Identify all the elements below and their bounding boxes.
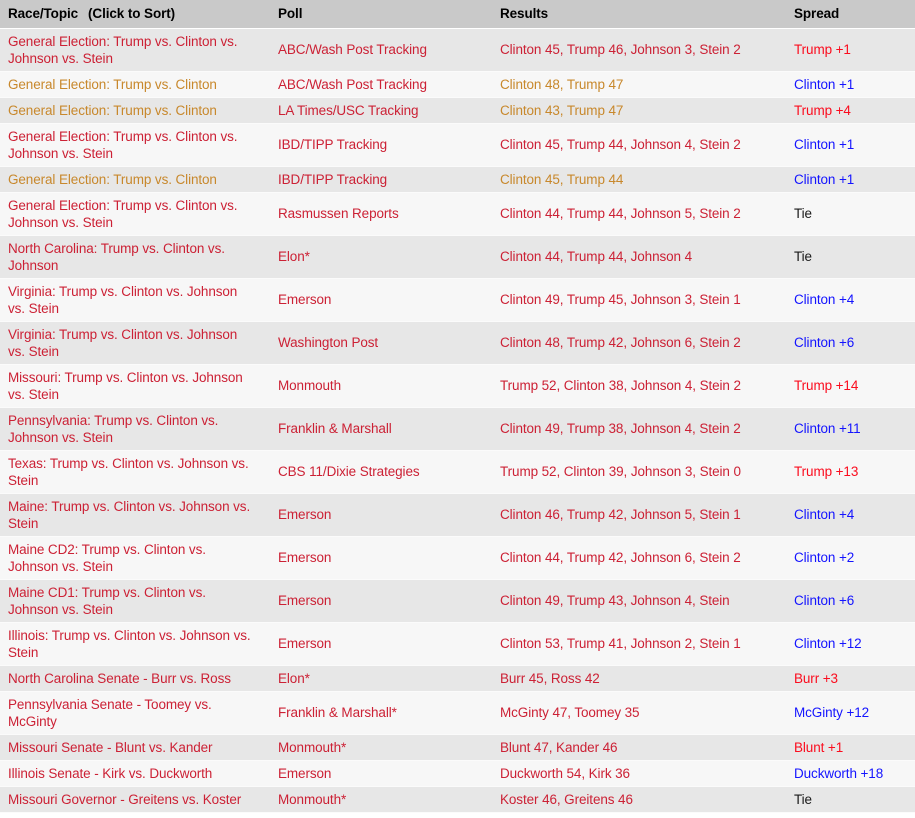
poll-row — [0, 321, 915, 364]
race-link[interactable]: Maine CD1: Trump vs. Clinton vs. Johnson vs. Stein — [8, 584, 206, 617]
poll-link[interactable]: Emerson — [278, 292, 332, 307]
poll-cell — [270, 450, 492, 493]
poll-row — [0, 235, 915, 278]
poll-row — [0, 97, 915, 123]
spread-cell: Tie — [786, 786, 915, 812]
poll-row — [0, 407, 915, 450]
poll-row — [0, 691, 915, 734]
race-cell — [0, 579, 270, 622]
poll-row — [0, 536, 915, 579]
poll-row — [0, 71, 915, 97]
race-cell — [0, 450, 270, 493]
spread-cell: Trump +14 — [786, 364, 915, 407]
poll-link[interactable]: ABC/Wash Post Tracking — [278, 76, 427, 92]
poll-link[interactable]: LA Times/USC Tracking — [278, 102, 419, 118]
poll-row — [0, 166, 915, 192]
spread-cell: Burr +3 — [786, 665, 915, 691]
column-header-results[interactable]: Results — [492, 0, 786, 28]
poll-cell — [270, 760, 492, 786]
poll-link[interactable]: CBS 11/Dixie Strategies — [278, 464, 420, 479]
poll-link[interactable]: Franklin & Marshall — [278, 421, 392, 436]
race-cell — [0, 536, 270, 579]
column-header-spread[interactable]: Spread — [786, 0, 915, 28]
results-cell: Trump 52, Clinton 39, Johnson 3, Stein 0 — [492, 450, 786, 493]
results-cell: Clinton 45, Trump 46, Johnson 3, Stein 2 — [492, 28, 786, 71]
race-link[interactable]: Maine CD2: Trump vs. Clinton vs. Johnson vs. Stein — [8, 541, 206, 574]
poll-row — [0, 278, 915, 321]
poll-link[interactable]: Monmouth — [278, 378, 341, 393]
poll-link[interactable]: Emerson — [278, 550, 332, 565]
results-cell: Clinton 48, Trump 42, Johnson 6, Stein 2 — [492, 321, 786, 364]
poll-cell — [270, 97, 492, 123]
race-link[interactable]: Pennsylvania: Trump vs. Clinton vs. Johnson vs. Stein — [8, 412, 219, 445]
poll-link[interactable]: IBD/TIPP Tracking — [278, 137, 388, 152]
race-link[interactable]: General Election: Trump vs. Clinton vs. Johnson vs. Stein — [8, 33, 238, 66]
race-link[interactable]: North Carolina: Trump vs. Clinton vs. Johnson — [8, 240, 225, 273]
poll-cell — [270, 622, 492, 665]
poll-link[interactable]: Monmouth* — [278, 791, 347, 807]
spread-cell: Clinton +6 — [786, 321, 915, 364]
poll-cell — [270, 192, 492, 235]
column-header-race-topic[interactable] — [0, 0, 270, 28]
race-cell — [0, 123, 270, 166]
poll-cell — [270, 786, 492, 812]
race-cell — [0, 71, 270, 97]
column-header-poll[interactable]: Poll — [270, 0, 492, 28]
table-header-row — [0, 0, 915, 28]
race-link[interactable]: Pennsylvania Senate - Toomey vs. McGinty — [8, 696, 212, 729]
spread-cell: Tie — [786, 192, 915, 235]
race-link[interactable]: General Election: Trump vs. Clinton vs. Johnson vs. Stein — [8, 197, 238, 230]
race-cell — [0, 364, 270, 407]
spread-cell: Trump +1 — [786, 28, 915, 71]
poll-row — [0, 786, 915, 812]
poll-link[interactable]: Emerson — [278, 593, 332, 608]
spread-cell: Trump +13 — [786, 450, 915, 493]
race-link[interactable]: North Carolina Senate - Burr vs. Ross — [8, 670, 231, 686]
poll-row — [0, 622, 915, 665]
poll-cell — [270, 364, 492, 407]
poll-cell — [270, 28, 492, 71]
spread-cell: Clinton +1 — [786, 166, 915, 192]
race-link[interactable]: Missouri Governor - Greitens vs. Koster — [8, 791, 242, 807]
race-cell — [0, 166, 270, 192]
poll-cell — [270, 321, 492, 364]
poll-link[interactable]: Emerson — [278, 636, 332, 651]
race-topic-header-label: Race/Topic — [8, 6, 79, 22]
spread-cell: Blunt +1 — [786, 734, 915, 760]
spread-cell: Clinton +6 — [786, 579, 915, 622]
spread-cell: Clinton +1 — [786, 123, 915, 166]
race-link[interactable]: Illinois Senate - Kirk vs. Duckworth — [8, 765, 213, 781]
poll-cell — [270, 579, 492, 622]
spread-cell: Clinton +4 — [786, 278, 915, 321]
race-cell — [0, 321, 270, 364]
race-link[interactable]: General Election: Trump vs. Clinton — [8, 171, 217, 187]
spread-cell: McGinty +12 — [786, 691, 915, 734]
race-link[interactable]: Illinois: Trump vs. Clinton vs. Johnson vs. Stein — [8, 627, 251, 660]
spread-cell: Clinton +12 — [786, 622, 915, 665]
race-link[interactable]: Missouri: Trump vs. Clinton vs. Johnson vs. Stein — [8, 369, 243, 402]
results-cell: Clinton 49, Trump 45, Johnson 3, Stein 1 — [492, 278, 786, 321]
results-cell: Duckworth 54, Kirk 36 — [492, 760, 786, 786]
poll-row — [0, 734, 915, 760]
race-link[interactable]: Texas: Trump vs. Clinton vs. Johnson vs. Stein — [8, 455, 249, 488]
results-cell: Clinton 49, Trump 38, Johnson 4, Stein 2 — [492, 407, 786, 450]
poll-row — [0, 123, 915, 166]
poll-cell — [270, 665, 492, 691]
poll-row — [0, 493, 915, 536]
race-link[interactable]: Maine: Trump vs. Clinton vs. Johnson vs. Stein — [8, 498, 251, 531]
poll-cell — [270, 407, 492, 450]
results-cell: Clinton 46, Trump 42, Johnson 5, Stein 1 — [492, 493, 786, 536]
results-cell: Clinton 53, Trump 41, Johnson 2, Stein 1 — [492, 622, 786, 665]
race-cell — [0, 734, 270, 760]
poll-cell — [270, 71, 492, 97]
results-cell: Clinton 49, Trump 43, Johnson 4, Stein — [492, 579, 786, 622]
race-cell — [0, 760, 270, 786]
race-cell — [0, 235, 270, 278]
poll-cell — [270, 166, 492, 192]
poll-link[interactable]: IBD/TIPP Tracking — [278, 171, 388, 187]
race-link[interactable]: Virginia: Trump vs. Clinton vs. Johnson vs. Stein — [8, 283, 238, 316]
poll-row — [0, 28, 915, 71]
spread-cell: Clinton +11 — [786, 407, 915, 450]
poll-link[interactable]: Monmouth* — [278, 739, 347, 755]
race-link[interactable]: Missouri Senate - Blunt vs. Kander — [8, 739, 213, 755]
spread-cell: Duckworth +18 — [786, 760, 915, 786]
poll-link[interactable]: Rasmussen Reports — [278, 206, 399, 221]
poll-cell — [270, 536, 492, 579]
results-cell: Clinton 45, Trump 44 — [492, 166, 786, 192]
poll-row — [0, 364, 915, 407]
results-cell: McGinty 47, Toomey 35 — [492, 691, 786, 734]
poll-cell — [270, 278, 492, 321]
poll-cell — [270, 235, 492, 278]
poll-link[interactable]: Elon* — [278, 670, 310, 686]
race-cell — [0, 192, 270, 235]
spread-cell: Clinton +4 — [786, 493, 915, 536]
spread-cell: Clinton +1 — [786, 71, 915, 97]
results-cell: Clinton 44, Trump 44, Johnson 5, Stein 2 — [492, 192, 786, 235]
poll-cell — [270, 493, 492, 536]
results-cell: Koster 46, Greitens 46 — [492, 786, 786, 812]
race-link[interactable]: Virginia: Trump vs. Clinton vs. Johnson vs. Stein — [8, 326, 238, 359]
spread-cell: Trump +4 — [786, 97, 915, 123]
poll-cell — [270, 123, 492, 166]
race-cell — [0, 278, 270, 321]
race-cell — [0, 691, 270, 734]
poll-link[interactable]: Elon* — [278, 249, 310, 264]
results-cell: Trump 52, Clinton 38, Johnson 4, Stein 2 — [492, 364, 786, 407]
race-link[interactable]: General Election: Trump vs. Clinton vs. Johnson vs. Stein — [8, 128, 238, 161]
click-to-sort-hint: (Click to Sort) — [88, 6, 176, 22]
race-cell — [0, 493, 270, 536]
spread-cell: Clinton +2 — [786, 536, 915, 579]
race-cell — [0, 28, 270, 71]
poll-link[interactable]: ABC/Wash Post Tracking — [278, 42, 427, 57]
poll-row — [0, 450, 915, 493]
spread-cell: Tie — [786, 235, 915, 278]
race-cell — [0, 97, 270, 123]
race-link[interactable]: General Election: Trump vs. Clinton — [8, 76, 217, 92]
race-cell — [0, 786, 270, 812]
race-cell — [0, 622, 270, 665]
poll-link[interactable]: Emerson — [278, 507, 332, 522]
poll-row — [0, 760, 915, 786]
race-cell — [0, 407, 270, 450]
poll-link[interactable]: Washington Post — [278, 335, 379, 350]
results-cell: Clinton 44, Trump 44, Johnson 4 — [492, 235, 786, 278]
poll-row — [0, 192, 915, 235]
results-cell: Burr 45, Ross 42 — [492, 665, 786, 691]
poll-row — [0, 579, 915, 622]
poll-link[interactable]: Franklin & Marshall* — [278, 705, 397, 720]
race-link[interactable]: General Election: Trump vs. Clinton — [8, 102, 217, 118]
poll-cell — [270, 691, 492, 734]
results-cell: Clinton 45, Trump 44, Johnson 4, Stein 2 — [492, 123, 786, 166]
poll-link[interactable]: Emerson — [278, 765, 332, 781]
results-cell: Blunt 47, Kander 46 — [492, 734, 786, 760]
poll-cell — [270, 734, 492, 760]
race-cell — [0, 665, 270, 691]
results-cell: Clinton 44, Trump 42, Johnson 6, Stein 2 — [492, 536, 786, 579]
poll-row — [0, 665, 915, 691]
results-cell: Clinton 48, Trump 47 — [492, 71, 786, 97]
results-cell: Clinton 43, Trump 47 — [492, 97, 786, 123]
